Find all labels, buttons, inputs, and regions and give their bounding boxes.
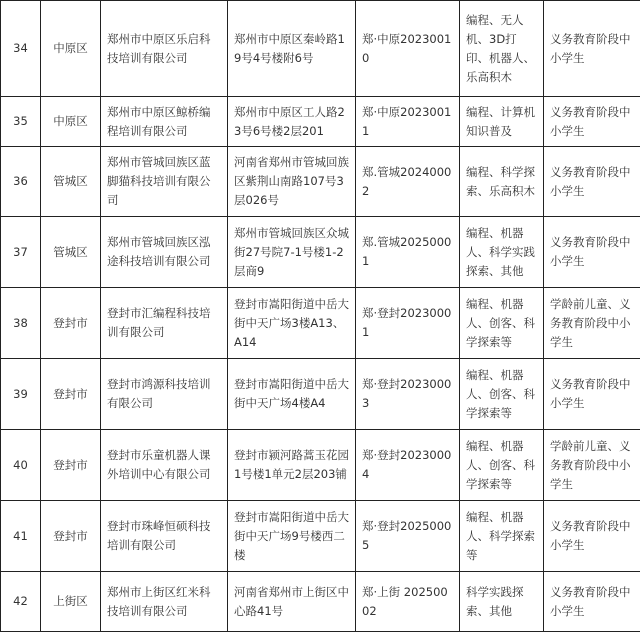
address-cell: 河南省郑州市管城回族区紫荆山南路107号3层026号 <box>228 147 356 217</box>
table-row <box>1 430 640 501</box>
district-cell: 登封市 <box>41 430 101 501</box>
row-number: 42 <box>1 572 41 632</box>
row-number: 36 <box>1 147 41 217</box>
table-row <box>1 501 640 572</box>
audience-cell: 学龄前儿童、义务教育阶段中小学生 <box>544 288 640 359</box>
subjects-cell: 科学实践探索、其他 <box>460 572 544 632</box>
district-cell: 登封市 <box>41 359 101 430</box>
district-cell: 登封市 <box>41 501 101 572</box>
subjects-cell: 编程、机器人、科学实践探索、其他 <box>460 217 544 288</box>
license-cell: 郑.管城20240002 <box>356 147 460 217</box>
table-body <box>1 1 640 632</box>
table-row <box>1 288 640 359</box>
table-row <box>1 217 640 288</box>
license-cell: 郑·中原20230010 <box>356 1 460 97</box>
subjects-cell: 编程、机器人、创客、科学探索等 <box>460 288 544 359</box>
district-cell: 管城区 <box>41 217 101 288</box>
license-cell: 郑·上街 20250002 <box>356 572 460 632</box>
audience-cell: 义务教育阶段中小学生 <box>544 147 640 217</box>
address-cell: 登封市嵩阳街道中岳大街中天广场9号楼西二楼 <box>228 501 356 572</box>
district-cell: 管城区 <box>41 147 101 217</box>
institution-name-cell: 郑州市中原区乐启科技培训有限公司 <box>101 1 228 97</box>
row-number: 35 <box>1 97 41 147</box>
subjects-cell: 编程、机器人、创客、科学探索等 <box>460 359 544 430</box>
table-row <box>1 97 640 147</box>
license-cell: 郑·登封20250005 <box>356 501 460 572</box>
address-cell: 郑州市管城回族区众城街27号院7-1号楼1-2层商9 <box>228 217 356 288</box>
institution-name-cell: 郑州市上街区红米科技培训有限公司 <box>101 572 228 632</box>
row-number: 40 <box>1 430 41 501</box>
row-number: 41 <box>1 501 41 572</box>
audience-cell: 义务教育阶段中小学生 <box>544 1 640 97</box>
subjects-cell: 编程、机器人、科学探索等 <box>460 501 544 572</box>
institution-name-cell: 郑州市管城回族区泓途科技培训有限公司 <box>101 217 228 288</box>
table-row <box>1 147 640 217</box>
district-cell: 中原区 <box>41 1 101 97</box>
address-cell: 登封市颍河路蒿玉花园1号楼1单元2层203铺 <box>228 430 356 501</box>
institution-name-cell: 登封市鸿源科技培训有限公司 <box>101 359 228 430</box>
institution-name-cell: 郑州市管城回族区蓝脚猫科技培训有限公司 <box>101 147 228 217</box>
address-cell: 郑州市中原区秦岭路19号4号楼附6号 <box>228 1 356 97</box>
institution-name-cell: 郑州市中原区鲸桥编程培训有限公司 <box>101 97 228 147</box>
district-cell: 中原区 <box>41 97 101 147</box>
license-cell: 郑·登封20230003 <box>356 359 460 430</box>
institution-name-cell: 登封市乐童机器人课外培训中心有限公司 <box>101 430 228 501</box>
audience-cell: 义务教育阶段中小学生 <box>544 217 640 288</box>
row-number: 38 <box>1 288 41 359</box>
license-cell: 郑·登封20230004 <box>356 430 460 501</box>
subjects-cell: 编程、科学探索、乐高积木 <box>460 147 544 217</box>
district-cell: 登封市 <box>41 288 101 359</box>
audience-cell: 义务教育阶段中小学生 <box>544 359 640 430</box>
institution-name-cell: 登封市珠峰恒硕科技培训有限公司 <box>101 501 228 572</box>
row-number: 39 <box>1 359 41 430</box>
audience-cell: 学龄前儿童、义务教育阶段中小学生 <box>544 430 640 501</box>
institution-name-cell: 登封市汇编程科技培训有限公司 <box>101 288 228 359</box>
table-row <box>1 1 640 97</box>
subjects-cell: 编程、计算机知识普及 <box>460 97 544 147</box>
license-cell: 郑.管城20250001 <box>356 217 460 288</box>
audience-cell: 义务教育阶段中小学生 <box>544 501 640 572</box>
address-cell: 河南省郑州市上街区中心路41号 <box>228 572 356 632</box>
district-cell: 上街区 <box>41 572 101 632</box>
license-cell: 郑·登封20230001 <box>356 288 460 359</box>
table-row <box>1 572 640 632</box>
address-cell: 郑州市中原区工人路23号6号楼2层201 <box>228 97 356 147</box>
subjects-cell: 编程、无人机、3D打印、机器人、乐高积木 <box>460 1 544 97</box>
address-cell: 登封市嵩阳街道中岳大街中天广场3楼A13、A14 <box>228 288 356 359</box>
license-cell: 郑·中原20230011 <box>356 97 460 147</box>
row-number: 34 <box>1 1 41 97</box>
audience-cell: 义务教育阶段中小学生 <box>544 97 640 147</box>
row-number: 37 <box>1 217 41 288</box>
audience-cell: 义务教育阶段中小学生 <box>544 572 640 632</box>
subjects-cell: 编程、机器人、创客、科学探索等 <box>460 430 544 501</box>
address-cell: 登封市嵩阳街道中岳大街中天广场4楼A4 <box>228 359 356 430</box>
table-row <box>1 359 640 430</box>
